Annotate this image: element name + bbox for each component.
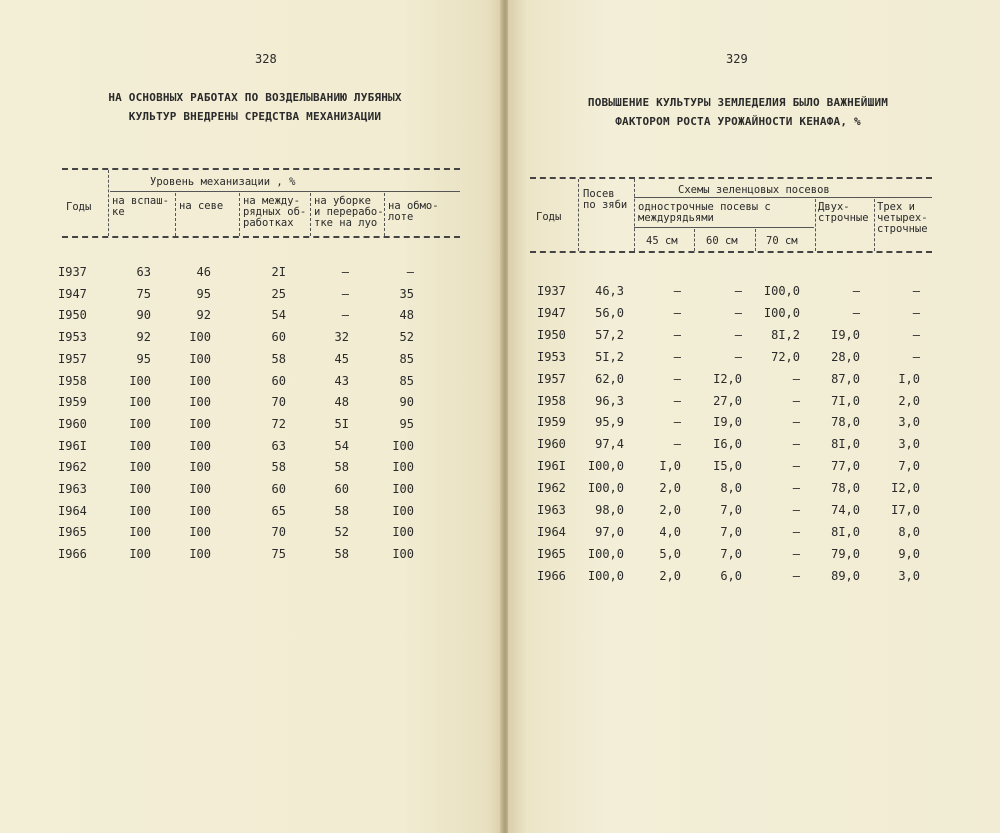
right-cell-three-row: – (912, 305, 920, 320)
right-cell-c60: 8,0 (720, 481, 742, 496)
right-header-divider-4 (755, 229, 756, 251)
left-cell-harvest: 58 (334, 460, 349, 475)
left-cell-sowing: I00 (189, 482, 211, 496)
left-cell-threshing: 85 (399, 351, 414, 366)
right-table-row (508, 459, 1000, 479)
right-cell-year: I96I (537, 459, 566, 474)
right-header-divider-1 (578, 179, 579, 251)
left-title-line-2: КУЛЬТУР ВНЕДРЕНЫ СРЕДСТВА МЕХАНИЗАЦИИ (128, 110, 382, 123)
left-table-row (0, 547, 503, 567)
left-table-row (0, 308, 503, 328)
left-cell-interrow: 72 (271, 416, 286, 431)
right-title-line-1: ПОВЫШЕНИЕ КУЛЬТУРЫ ЗЕМЛЕДЕЛИЯ БЫЛО ВАЖНЕЙШИМ (587, 96, 889, 109)
right-table-row (508, 525, 1000, 545)
right-cell-c60: 27,0 (713, 393, 742, 408)
left-cell-year: I960 (58, 416, 87, 431)
left-table-row (0, 352, 503, 372)
right-header-divider-3 (694, 229, 695, 251)
left-cell-year: I957 (58, 351, 87, 366)
right-cell-c45: 4,0 (659, 524, 681, 539)
left-cell-sowing: I00 (189, 460, 211, 475)
right-cell-c45: I,0 (659, 459, 681, 474)
right-table-row (508, 284, 1000, 304)
right-table-row (508, 350, 1000, 370)
right-cell-c45: – (673, 437, 681, 452)
right-cell-two-row: 87,0 (831, 371, 860, 386)
left-page-title (60, 88, 450, 126)
right-cell-zyab: I00,0 (587, 546, 624, 561)
left-cell-interrow: 60 (271, 482, 286, 496)
left-cell-plowing: I00 (129, 460, 151, 475)
left-table-row (0, 374, 503, 394)
left-cell-sowing: I00 (189, 351, 211, 366)
right-cell-year: I964 (537, 524, 566, 539)
left-title-line-1: НА ОСНОВНЫХ РАБОТАХ ПО ВОЗДЕЛЫВАНИЮ ЛУБЯНЫХ (108, 91, 402, 104)
right-cell-two-row: I9,0 (831, 327, 860, 342)
right-cell-c60: I6,0 (713, 437, 742, 452)
right-cell-two-row: – (852, 305, 860, 320)
right-cell-year: I963 (537, 503, 566, 517)
left-table-row (0, 525, 503, 545)
right-header-top-rule (530, 177, 932, 179)
left-cell-year: I962 (58, 460, 87, 475)
right-cell-three-row: 8,0 (898, 524, 920, 539)
left-header-col-sowing: на севе (179, 200, 224, 212)
left-cell-interrow: 63 (271, 438, 286, 453)
left-cell-interrow: 70 (271, 395, 286, 410)
left-header-col-harvest: на уборке и перерабо- тке на луо (314, 195, 384, 229)
right-cell-two-row: 78,0 (831, 481, 860, 496)
right-cell-c70: – (792, 481, 800, 496)
left-table-row (0, 482, 503, 502)
left-table-row (0, 287, 503, 307)
left-cell-interrow: 58 (271, 460, 286, 475)
right-cell-c45: 2,0 (659, 481, 681, 496)
left-cell-sowing: 46 (196, 265, 211, 279)
left-cell-threshing: 48 (399, 308, 414, 323)
right-cell-zyab: 98,0 (595, 503, 624, 517)
right-table-row (508, 503, 1000, 523)
right-cell-c60: – (734, 349, 742, 364)
right-cell-year: I962 (537, 481, 566, 496)
left-cell-threshing: I00 (392, 547, 414, 562)
right-cell-year: I960 (537, 437, 566, 452)
right-cell-c60: I2,0 (713, 371, 742, 386)
right-cell-zyab: 57,2 (595, 327, 624, 342)
right-cell-zyab: 5I,2 (595, 349, 624, 364)
left-table-row (0, 439, 503, 459)
right-cell-two-row: 7I,0 (831, 393, 860, 408)
right-cell-c60: 7,0 (720, 503, 742, 517)
left-cell-year: I958 (58, 373, 87, 388)
right-cell-three-row: 9,0 (898, 546, 920, 561)
right-cell-year: I947 (537, 305, 566, 320)
right-cell-c45: – (673, 284, 681, 298)
left-cell-sowing: I00 (189, 373, 211, 388)
right-header-col-zyab: Посев по зяби (583, 188, 628, 211)
right-cell-c60: 7,0 (720, 524, 742, 539)
right-cell-c60: 6,0 (720, 568, 742, 583)
right-cell-year: I953 (537, 349, 566, 364)
left-cell-threshing: 35 (399, 286, 414, 301)
left-header-col-threshing: на обмо- лоте (388, 200, 439, 223)
right-table-row (508, 547, 1000, 567)
right-cell-c70: – (792, 437, 800, 452)
right-cell-zyab: 62,0 (595, 371, 624, 386)
left-cell-interrow: 60 (271, 330, 286, 345)
right-cell-c70: I00,0 (763, 284, 800, 298)
left-cell-harvest: 43 (334, 373, 349, 388)
right-cell-zyab: 97,0 (595, 524, 624, 539)
left-header-divider-2 (175, 193, 176, 236)
right-cell-zyab: I00,0 (587, 459, 624, 474)
right-page (508, 0, 1000, 833)
right-header-col-60: 60 см (706, 235, 738, 247)
right-cell-two-row: 89,0 (831, 568, 860, 583)
right-cell-three-row: 3,0 (898, 568, 920, 583)
right-cell-c70: – (792, 371, 800, 386)
left-cell-sowing: I00 (189, 416, 211, 431)
right-cell-c45: – (673, 371, 681, 386)
left-cell-plowing: 95 (136, 351, 151, 366)
left-header-group: Уровень механизации , % (150, 176, 296, 188)
left-header-top-rule (62, 168, 460, 170)
left-cell-plowing: I00 (129, 525, 151, 540)
left-header-bottom-rule (62, 236, 460, 238)
right-page-title (548, 93, 928, 131)
right-cell-three-row: – (912, 284, 920, 298)
right-cell-zyab: 46,3 (595, 284, 624, 298)
right-cell-two-row: 78,0 (831, 415, 860, 430)
left-table-row (0, 460, 503, 480)
left-cell-harvest: 54 (334, 438, 349, 453)
right-cell-c70: – (792, 459, 800, 474)
left-cell-year: I965 (58, 525, 87, 540)
right-cell-two-row: 8I,0 (831, 437, 860, 452)
right-header-col-70: 70 см (766, 235, 798, 247)
right-cell-year: I957 (537, 371, 566, 386)
right-table-row (508, 415, 1000, 435)
left-cell-plowing: I00 (129, 482, 151, 496)
left-header-divider-5 (384, 193, 385, 236)
left-cell-plowing: I00 (129, 503, 151, 518)
left-cell-sowing: I00 (189, 525, 211, 540)
right-cell-three-row: I2,0 (891, 481, 920, 496)
left-cell-year: I963 (58, 482, 87, 496)
right-cell-c70: – (792, 503, 800, 517)
left-cell-sowing: I00 (189, 547, 211, 562)
right-cell-c45: 2,0 (659, 568, 681, 583)
right-cell-two-row: 74,0 (831, 503, 860, 517)
right-cell-three-row: I,0 (898, 371, 920, 386)
left-cell-sowing: I00 (189, 330, 211, 345)
left-cell-year: I966 (58, 547, 87, 562)
left-cell-sowing: 92 (196, 308, 211, 323)
right-page-number: 329 (726, 52, 748, 66)
right-cell-zyab: I00,0 (587, 568, 624, 583)
left-cell-year: I964 (58, 503, 87, 518)
right-cell-year: I965 (537, 546, 566, 561)
left-cell-harvest: 48 (334, 395, 349, 410)
right-cell-c45: – (673, 349, 681, 364)
left-cell-plowing: I00 (129, 438, 151, 453)
left-header-divider-4 (310, 193, 311, 236)
left-header-col-plowing: на вспаш- ке (112, 195, 169, 218)
right-cell-c70: 8I,2 (771, 327, 800, 342)
left-header-divider-3 (239, 193, 240, 236)
left-cell-year: I959 (58, 395, 87, 410)
left-cell-plowing: I00 (129, 416, 151, 431)
right-cell-two-row: 28,0 (831, 349, 860, 364)
left-cell-year: I950 (58, 308, 87, 323)
right-header-col-two-row: Двух- строчные (818, 201, 869, 224)
left-header-years: Годы (66, 201, 92, 213)
right-cell-c70: 72,0 (771, 349, 800, 364)
right-cell-c60: 7,0 (720, 546, 742, 561)
right-cell-c45: – (673, 415, 681, 430)
right-header-years: Годы (536, 211, 562, 223)
left-cell-plowing: 75 (136, 286, 151, 301)
left-cell-interrow: 54 (271, 308, 286, 323)
right-cell-c70: – (792, 546, 800, 561)
right-cell-c70: – (792, 415, 800, 430)
right-header-bottom-rule (530, 251, 932, 253)
left-cell-harvest: – (341, 265, 349, 279)
right-cell-zyab: 95,9 (595, 415, 624, 430)
right-cell-c70: – (792, 393, 800, 408)
left-cell-threshing: I00 (392, 438, 414, 453)
right-cell-c45: – (673, 305, 681, 320)
right-cell-three-row: 7,0 (898, 459, 920, 474)
right-header-col-three-row: Трех и четырех- строчные (877, 201, 928, 235)
right-cell-c45: 5,0 (659, 546, 681, 561)
left-cell-plowing: I00 (129, 395, 151, 410)
right-cell-year: I950 (537, 327, 566, 342)
left-cell-interrow: 70 (271, 525, 286, 540)
right-cell-c70: I00,0 (763, 305, 800, 320)
right-table-row (508, 372, 1000, 392)
right-header-divider-5 (815, 199, 816, 251)
right-cell-zyab: 56,0 (595, 305, 624, 320)
right-cell-c60: – (734, 284, 742, 298)
left-cell-plowing: 90 (136, 308, 151, 323)
right-cell-zyab: I00,0 (587, 481, 624, 496)
right-table-row (508, 328, 1000, 348)
left-cell-sowing: I00 (189, 395, 211, 410)
right-header-divider-6 (874, 199, 875, 251)
left-cell-harvest: – (341, 286, 349, 301)
left-cell-year: I947 (58, 286, 87, 301)
right-cell-c45: – (673, 393, 681, 408)
left-cell-threshing: I00 (392, 460, 414, 475)
right-cell-zyab: 96,3 (595, 393, 624, 408)
right-header-group: Схемы зеленцовых посевов (678, 184, 830, 196)
right-cell-two-row: – (852, 284, 860, 298)
right-cell-c60: – (734, 305, 742, 320)
left-cell-harvest: – (341, 308, 349, 323)
left-cell-threshing: 90 (399, 395, 414, 410)
left-cell-year: I953 (58, 330, 87, 345)
right-cell-c45: 2,0 (659, 503, 681, 517)
left-table-row (0, 265, 503, 285)
right-cell-year: I959 (537, 415, 566, 430)
left-header-col-interrow: на между- рядных об- работках (243, 195, 307, 229)
right-cell-three-row: – (912, 327, 920, 342)
left-cell-interrow: 75 (271, 547, 286, 562)
right-cell-two-row: 8I,0 (831, 524, 860, 539)
right-cell-three-row: I7,0 (891, 503, 920, 517)
left-cell-year: I96I (58, 438, 87, 453)
left-cell-threshing: 52 (399, 330, 414, 345)
left-cell-harvest: 52 (334, 525, 349, 540)
left-table-row (0, 417, 503, 437)
left-cell-threshing: I00 (392, 482, 414, 496)
left-cell-harvest: 5I (334, 416, 349, 431)
right-cell-year: I958 (537, 393, 566, 408)
right-table-row (508, 569, 1000, 589)
right-cell-three-row: 3,0 (898, 415, 920, 430)
left-cell-sowing: I00 (189, 503, 211, 518)
right-cell-c70: – (792, 524, 800, 539)
right-header-subgroup: однострочные посевы с междурядьями (638, 201, 771, 224)
left-header-group-rule (110, 191, 460, 192)
left-cell-interrow: 65 (271, 503, 286, 518)
right-cell-three-row: 2,0 (898, 393, 920, 408)
right-cell-c45: – (673, 327, 681, 342)
right-cell-three-row: 3,0 (898, 437, 920, 452)
left-cell-sowing: 95 (196, 286, 211, 301)
right-cell-two-row: 77,0 (831, 459, 860, 474)
left-cell-sowing: I00 (189, 438, 211, 453)
right-cell-two-row: 79,0 (831, 546, 860, 561)
left-table-row (0, 504, 503, 524)
left-cell-plowing: I00 (129, 373, 151, 388)
right-cell-zyab: 97,4 (595, 437, 624, 452)
left-cell-threshing: 85 (399, 373, 414, 388)
right-header-group-rule (634, 197, 932, 198)
right-header-subgroup-rule (634, 227, 814, 228)
left-cell-harvest: 32 (334, 330, 349, 345)
right-cell-year: I937 (537, 284, 566, 298)
left-cell-year: I937 (58, 265, 87, 279)
right-cell-three-row: – (912, 349, 920, 364)
right-header-col-45: 45 см (646, 235, 678, 247)
left-cell-plowing: 92 (136, 330, 151, 345)
left-cell-harvest: 45 (334, 351, 349, 366)
right-title-line-2: ФАКТОРОМ РОСТА УРОЖАЙНОСТИ КЕНАФА, % (615, 115, 861, 128)
left-cell-interrow: 2I (271, 265, 286, 279)
right-cell-year: I966 (537, 568, 566, 583)
left-cell-threshing: – (406, 265, 414, 279)
left-cell-threshing: I00 (392, 525, 414, 540)
left-cell-threshing: I00 (392, 503, 414, 518)
left-cell-harvest: 60 (334, 482, 349, 496)
right-cell-c60: I9,0 (713, 415, 742, 430)
right-cell-c60: I5,0 (713, 459, 742, 474)
right-cell-c70: – (792, 568, 800, 583)
left-table-row (0, 395, 503, 415)
left-cell-plowing: 63 (136, 265, 151, 279)
left-cell-interrow: 58 (271, 351, 286, 366)
left-cell-threshing: 95 (399, 416, 414, 431)
right-table-row (508, 437, 1000, 457)
left-header-divider-1 (108, 170, 109, 236)
right-header-divider-2 (634, 179, 635, 251)
left-cell-plowing: I00 (129, 547, 151, 562)
right-table-row (508, 481, 1000, 501)
left-cell-interrow: 25 (271, 286, 286, 301)
right-cell-c60: – (734, 327, 742, 342)
left-page-number: 328 (255, 52, 277, 66)
left-cell-interrow: 60 (271, 373, 286, 388)
right-table-row (508, 306, 1000, 326)
left-cell-harvest: 58 (334, 503, 349, 518)
left-table-row (0, 330, 503, 350)
left-cell-harvest: 58 (334, 547, 349, 562)
right-table-row (508, 394, 1000, 414)
